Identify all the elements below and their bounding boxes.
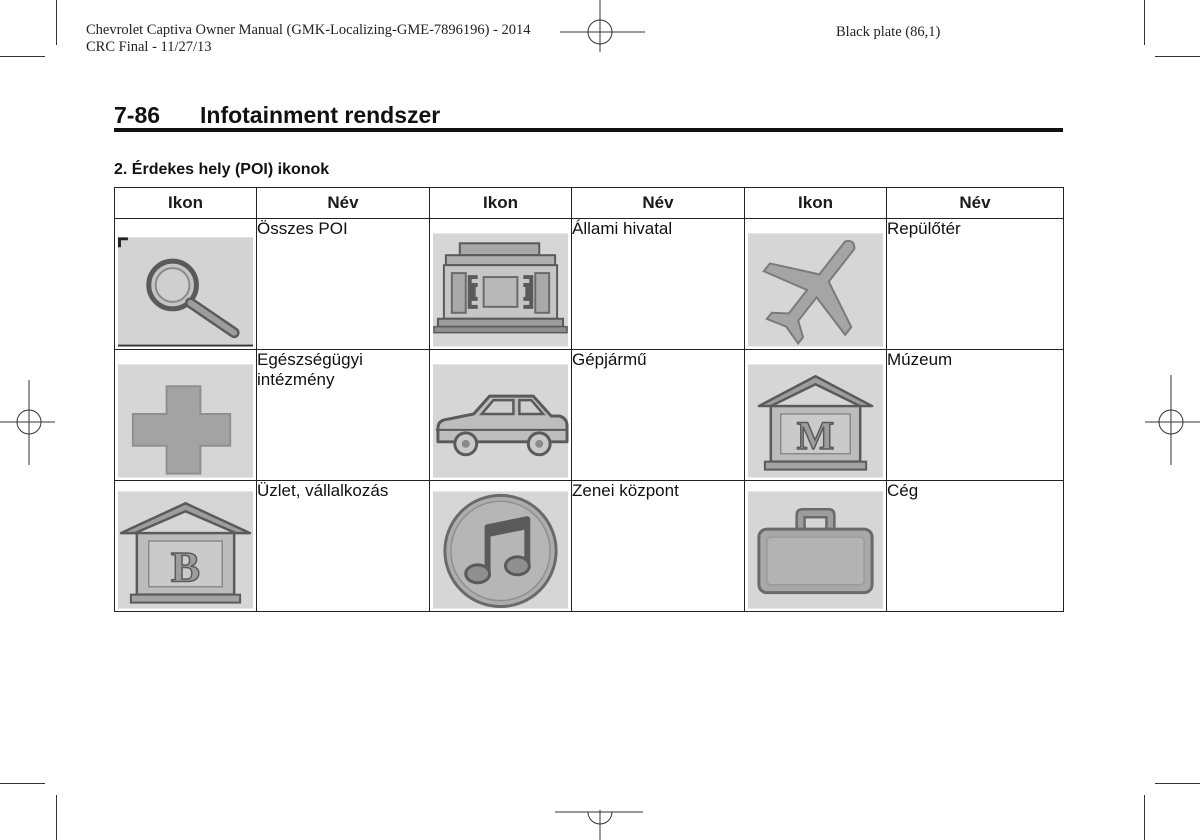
plate-label: Black plate (86,1) xyxy=(836,24,941,40)
icon-cell xyxy=(430,219,572,350)
registration-mark-bottom xyxy=(555,795,645,840)
business-building-icon xyxy=(115,481,256,611)
poi-name: Repülőtér xyxy=(887,219,1064,350)
section-number: 7-86 xyxy=(114,102,161,128)
car-icon xyxy=(430,350,571,480)
music-note-icon xyxy=(430,481,571,611)
manual-title-line: Chevrolet Captiva Owner Manual (GMK-Localizing-GME-7896196) - 2014 xyxy=(86,22,531,38)
icon-cell xyxy=(115,219,257,350)
registration-mark-left xyxy=(0,380,60,470)
government-building-icon xyxy=(430,219,571,349)
poi-name: Összes POI xyxy=(257,219,430,350)
poi-name: Múzeum xyxy=(887,350,1064,481)
briefcase-icon xyxy=(745,481,886,611)
column-header-name: Név xyxy=(257,188,430,219)
section-title: Infotainment rendszer xyxy=(200,102,441,128)
poi-name: Gépjármű xyxy=(572,350,745,481)
table-row xyxy=(115,219,1064,350)
poi-icon-table xyxy=(114,187,1064,612)
icon-cell xyxy=(115,350,257,481)
svg-text:B: B xyxy=(170,543,201,592)
magnifier-icon xyxy=(115,219,256,349)
subheading: 2. Érdekes hely (POI) ikonok xyxy=(114,161,330,178)
table-header-row xyxy=(115,188,1064,219)
manual-date-line: CRC Final - 11/27/13 xyxy=(86,39,212,55)
column-header-icon: Ikon xyxy=(430,188,572,219)
icon-cell xyxy=(745,481,887,612)
column-header-name: Név xyxy=(572,188,745,219)
column-header-icon: Ikon xyxy=(115,188,257,219)
museum-icon xyxy=(745,350,886,480)
poi-name: Egészségügyi intézmény xyxy=(257,350,430,481)
icon-cell xyxy=(430,350,572,481)
column-header-name: Név xyxy=(887,188,1064,219)
icon-cell xyxy=(115,481,257,612)
icon-cell xyxy=(430,481,572,612)
registration-mark-right xyxy=(1140,375,1200,470)
poi-name: Cég xyxy=(887,481,1064,612)
svg-text:M: M xyxy=(796,413,835,458)
poi-name: Üzlet, vállalkozás xyxy=(257,481,430,612)
icon-cell xyxy=(745,219,887,350)
column-header-icon: Ikon xyxy=(745,188,887,219)
poi-name: Zenei központ xyxy=(572,481,745,612)
table-row xyxy=(115,481,1064,612)
table-row xyxy=(115,350,1064,481)
poi-name: Állami hivatal xyxy=(572,219,745,350)
registration-mark-top xyxy=(560,0,650,60)
section-rule xyxy=(114,128,1063,132)
airplane-icon xyxy=(745,219,886,349)
icon-cell xyxy=(745,350,887,481)
medical-cross-icon xyxy=(115,350,256,480)
